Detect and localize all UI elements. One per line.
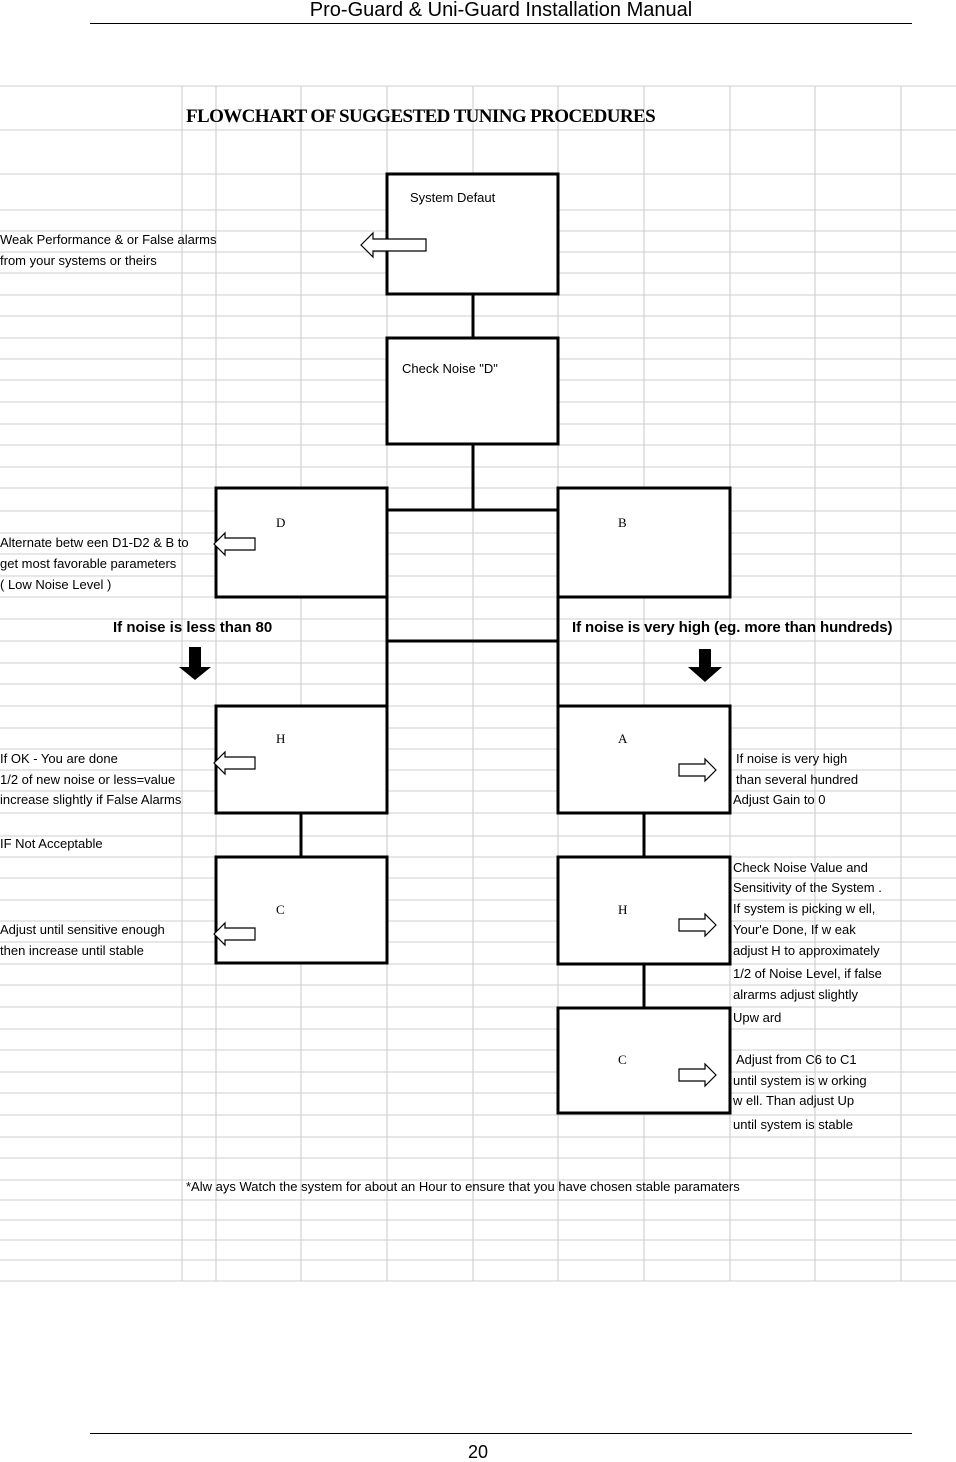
note-check-7: alrarms adjust slightly bbox=[733, 987, 858, 1002]
note-ok-3: increase slightly if False Alarms bbox=[0, 792, 182, 807]
box-c-right bbox=[558, 1008, 730, 1113]
box-label-h-left: H bbox=[276, 731, 286, 746]
note-check-3: If system is picking w ell, bbox=[733, 901, 876, 916]
note-c6-3: w ell. Than adjust Up bbox=[733, 1093, 855, 1108]
note-always-watch: *Alw ays Watch the system for about an Hour to ensure that you have chosen stable paramaters bbox=[186, 1179, 740, 1194]
branch-label-noise-high: If noise is very high (eg. more than hundreds) bbox=[572, 619, 893, 636]
page-number: 20 bbox=[467, 1442, 489, 1462]
box-label-check-noise: Check Noise "D" bbox=[402, 361, 498, 376]
box-h-right bbox=[558, 857, 730, 964]
note-adjust-1: Adjust until sensitive enough bbox=[0, 922, 165, 937]
note-c6-1: Adjust from C6 to C1 bbox=[736, 1052, 857, 1067]
box-label-c-right: C bbox=[618, 1052, 627, 1067]
box-b bbox=[558, 488, 730, 597]
note-check-6: 1/2 of Noise Level, if false bbox=[733, 966, 882, 981]
note-check-1: Check Noise Value and bbox=[733, 860, 868, 875]
note-not-acceptable: IF Not Acceptable bbox=[0, 836, 103, 851]
box-c-left bbox=[216, 857, 387, 963]
box-a bbox=[558, 706, 730, 813]
box-check-noise bbox=[387, 338, 558, 444]
flowchart-title: FLOWCHART OF SUGGESTED TUNING PROCEDURES bbox=[186, 106, 656, 127]
note-high-1: If noise is very high bbox=[736, 751, 848, 766]
note-weak-performance-1: Weak Performance & or False alarms bbox=[0, 232, 217, 247]
box-label-system-default: System Defaut bbox=[410, 190, 496, 205]
note-alternate-3: ( Low Noise Level ) bbox=[0, 577, 112, 592]
note-alternate-1: Alternate betw een D1-D2 & B to bbox=[0, 535, 189, 550]
note-adjust-2: then increase until stable bbox=[0, 943, 144, 958]
note-c6-2: until system is w orking bbox=[733, 1073, 867, 1088]
page-header-title: Pro-Guard & Uni-Guard Installation Manual bbox=[309, 0, 693, 21]
down-arrow-icon bbox=[688, 649, 722, 682]
note-check-8: Upw ard bbox=[733, 1010, 782, 1025]
note-check-2: Sensitivity of the System . bbox=[733, 880, 882, 895]
box-label-h-right: H bbox=[618, 902, 628, 917]
note-check-5: adjust H to approximately bbox=[733, 943, 880, 958]
solid-arrows bbox=[179, 647, 722, 682]
note-alternate-2: get most favorable parameters bbox=[0, 556, 177, 571]
footer-rule bbox=[90, 1433, 912, 1434]
note-high-3: Adjust Gain to 0 bbox=[733, 792, 826, 807]
note-check-4: Your'e Done, If w eak bbox=[733, 922, 856, 937]
branch-label-noise-low: If noise is less than 80 bbox=[113, 619, 273, 636]
box-label-a: A bbox=[618, 731, 628, 746]
box-label-b: B bbox=[618, 515, 627, 530]
box-label-c-left: C bbox=[276, 902, 285, 917]
box-label-d: D bbox=[276, 515, 286, 530]
note-ok-1: If OK - You are done bbox=[0, 751, 118, 766]
note-c6-4: until system is stable bbox=[733, 1117, 853, 1132]
note-ok-2: 1/2 of new noise or less=value bbox=[0, 772, 176, 787]
note-weak-performance-2: from your systems or theirs bbox=[0, 253, 157, 268]
note-high-2: than several hundred bbox=[736, 772, 859, 787]
